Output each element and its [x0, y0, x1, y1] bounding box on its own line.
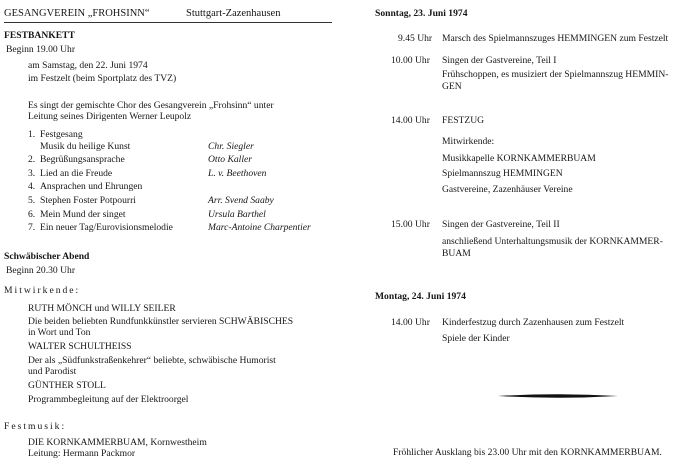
festzug-item: Musikkapelle KORNKAMMERBUAM	[442, 153, 596, 164]
decorative-divider	[498, 393, 618, 399]
entry-text: Singen der Gastvereine, Teil I	[442, 55, 557, 66]
entry-time: 14.00 Uhr	[391, 317, 430, 328]
festbankett-title: FESTBANKETT	[4, 30, 75, 41]
entry-time: 14.00 Uhr	[391, 115, 430, 126]
program-composer: Marc-Antoine Charpentier	[208, 222, 311, 233]
program-title: Ansprachen und Ehrungen	[40, 181, 143, 192]
program-title: Mein Mund der singet	[40, 209, 126, 220]
festbankett-venue: im Festzelt (beim Sportplatz des TVZ)	[28, 73, 177, 84]
program-title: Festgesang	[40, 129, 83, 140]
program-title: Begrüßungsansprache	[40, 154, 125, 165]
festbankett-begin: Beginn 19.00 Uhr	[6, 44, 76, 55]
entry-text: Marsch des Spielmannszuges HEMMINGEN zum Festzelt	[442, 33, 669, 44]
program-composer: Arr. Svend Saaby	[208, 195, 274, 206]
program-num: 7.	[28, 222, 36, 233]
place-title: Stuttgart-Zazenhausen	[186, 8, 281, 19]
festbankett-date: am Samstag, den 22. Juni 1974	[28, 60, 148, 71]
entry-sub: GEN	[442, 81, 462, 92]
performer-name: RUTH MÖNCH und WILLY SEILER	[28, 303, 176, 314]
festmusik-label: Festmusik:	[4, 421, 67, 432]
performer-desc: Der als „Südfunkstraßenkehrer“ beliebte, schwäbische Humorist	[28, 355, 276, 366]
program-title: Lied an die Freude	[40, 168, 113, 179]
festzug-mitwirkende-label: Mitwirkende:	[442, 136, 495, 147]
festmusik-leader: Leitung: Hermann Packmor	[28, 448, 136, 459]
mitwirkende-label: Mitwirkende:	[4, 285, 81, 296]
program-title: Stephen Foster Potpourri	[40, 195, 136, 206]
performer-desc: Programmbegleitung auf der Elektroorgel	[28, 394, 189, 405]
header-rule	[4, 22, 332, 23]
program-num: 5.	[28, 195, 36, 206]
performer-desc: und Parodist	[28, 366, 77, 377]
entry-text: Kinderfestzug durch Zazenhausen zum Festzelt	[442, 317, 625, 328]
entry-time: 9.45 Uhr	[398, 33, 433, 44]
entry-sub: anschließend Unterhaltungsmusik der KORNKAMMER-	[442, 236, 663, 247]
sonntag-title: Sonntag, 23. Juni 1974	[375, 8, 468, 19]
entry-time: 10.00 Uhr	[391, 55, 430, 66]
entry-sub: Frühschoppen, es musiziert der Spielmannszug HEMMIN-	[442, 69, 669, 80]
abend-begin: Beginn 20.30 Uhr	[6, 265, 76, 276]
festzug-item: Spielmannszug HEMMINGEN	[442, 168, 563, 179]
program-composer: Ursula Barthel	[208, 209, 266, 220]
entry-time: 15.00 Uhr	[391, 219, 430, 230]
program-title: Ein neuer Tag/Eurovisionsmelodie	[40, 222, 173, 233]
choir-intro-line-1: Es singt der gemischte Chor des Gesangverein „Frohsinn“ unter	[28, 100, 274, 111]
entry-text: Singen der Gastvereine, Teil II	[442, 219, 560, 230]
choir-intro-line-2: Leitung seines Dirigenten Werner Leupolz	[28, 111, 192, 122]
program-num: 6.	[28, 209, 36, 220]
performer-name: GÜNTHER STOLL	[28, 380, 106, 391]
program-composer: Otto Kaller	[208, 154, 252, 165]
program-title: Musik du heilige Kunst	[40, 141, 131, 152]
performer-desc: Die beiden beliebten Rundfunkkünstler servieren SCHWÄBISCHES	[28, 316, 294, 327]
abend-title: Schwäbischer Abend	[4, 251, 90, 262]
program-composer: Chr. Siegler	[208, 141, 254, 152]
closing-line: Fröhlicher Ausklang bis 23.00 Uhr mit den KORNKAMMERBUAM.	[393, 447, 662, 458]
festzug-item: Gastvereine, Zazenhäuser Vereine	[442, 184, 573, 195]
org-title: GESANGVEREIN „FROHSINN“	[4, 8, 150, 19]
program-num: 3.	[28, 168, 36, 179]
entry-sub: Spiele der Kinder	[442, 333, 510, 344]
entry-text: FESTZUG	[442, 115, 485, 126]
entry-sub: BUAM	[442, 248, 471, 259]
program-num: 1.	[28, 129, 36, 140]
performer-name: WALTER SCHULTHEISS	[28, 341, 132, 352]
festmusik-band: DIE KORNKAMMERBUAM, Kornwestheim	[28, 437, 207, 448]
program-num: 2.	[28, 154, 36, 165]
montag-title: Montag, 24. Juni 1974	[375, 291, 466, 302]
performer-desc: in Wort und Ton	[28, 327, 91, 338]
program-num: 4.	[28, 181, 36, 192]
program-composer: L. v. Beethoven	[208, 168, 267, 179]
